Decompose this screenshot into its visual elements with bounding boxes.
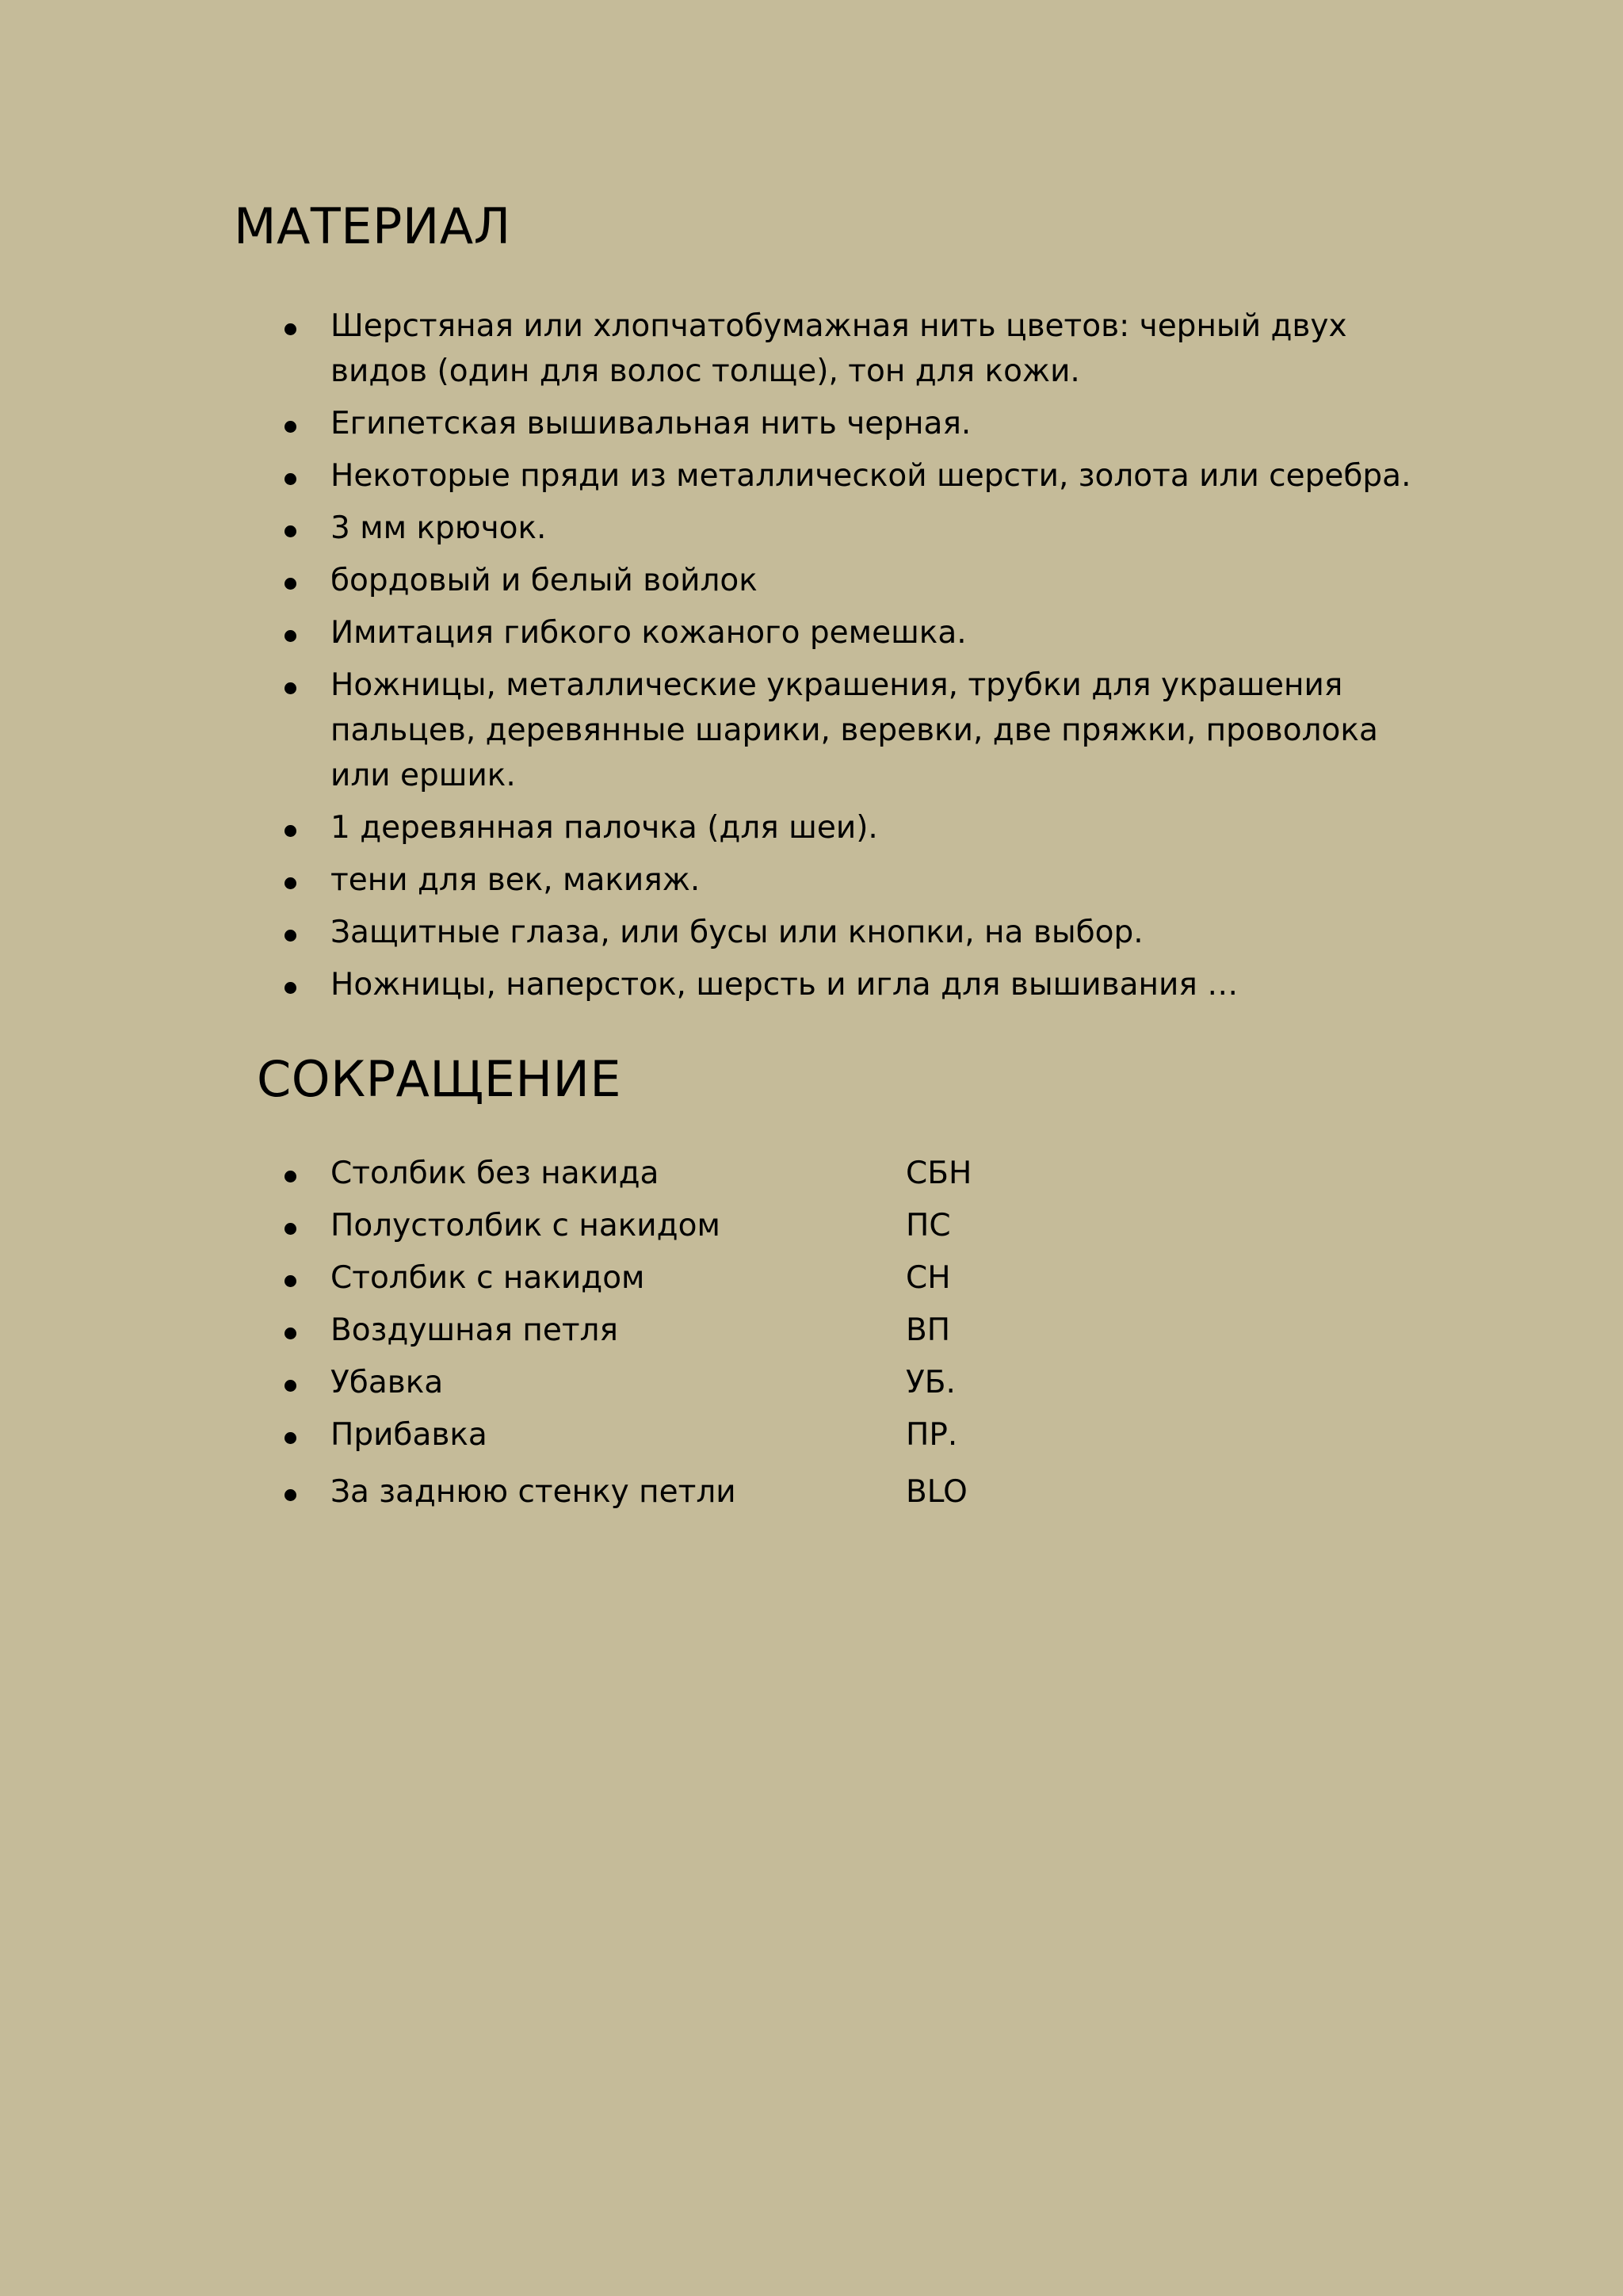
abbreviation-term: Воздушная петля — [330, 1312, 618, 1348]
list-item-text: Некоторые пряди из металлической шерсти, золота или серебра. — [330, 458, 1411, 494]
list-item-text: Ножницы, металлические украшения, трубки для украшения пальцев, деревянные шарики, веревки, две пряжки, проволока или ершик. — [330, 667, 1378, 793]
abbreviation-row — [276, 1151, 1148, 1203]
abbreviation-code: BLO — [906, 1474, 968, 1510]
abbreviation-term: За заднюю стенку петли — [330, 1474, 736, 1510]
list-item — [276, 663, 1433, 798]
bullet-icon — [285, 682, 296, 694]
bullet-icon — [285, 630, 296, 642]
list-item — [276, 304, 1433, 394]
abbreviation-code: СБН — [906, 1156, 972, 1191]
list-item — [276, 401, 1433, 446]
abbreviations-list — [276, 1151, 1148, 1522]
list-item-text: Защитные глаза, или бусы или кнопки, на выбор. — [330, 915, 1144, 950]
abbreviation-code: ПР. — [906, 1417, 958, 1453]
bullet-icon — [285, 1380, 296, 1392]
abbreviation-row — [276, 1308, 1148, 1360]
bullet-icon — [285, 1223, 296, 1235]
list-item-text: 1 деревянная палочка (для шеи). — [330, 810, 878, 846]
abbreviation-term: Столбик с накидом — [330, 1260, 645, 1296]
list-item-text: Шерстяная или хлопчатобумажная нить цветов: черный двух видов (один для волос толще), тон для кожи. — [330, 308, 1347, 389]
list-item-text: 3 мм крючок. — [330, 510, 547, 546]
bullet-icon — [285, 1328, 296, 1339]
list-item — [276, 558, 1433, 603]
list-item-text: Египетская вышивальная нить черная. — [330, 406, 972, 441]
bullet-icon — [285, 473, 296, 485]
bullet-icon — [285, 825, 296, 837]
materials-heading: МАТЕРИАЛ — [234, 197, 511, 255]
bullet-icon — [285, 1275, 296, 1287]
bullet-icon — [285, 1489, 296, 1501]
list-item-text: Ножницы, наперсток, шерсть и игла для вышивания … — [330, 967, 1239, 1003]
abbreviation-term: Полустолбик с накидом — [330, 1208, 720, 1244]
bullet-icon — [285, 525, 296, 537]
bullet-icon — [285, 877, 296, 889]
list-item — [276, 962, 1433, 1007]
abbreviation-term: Убавка — [330, 1365, 444, 1400]
materials-list — [276, 304, 1433, 1014]
abbreviation-row — [276, 1360, 1148, 1412]
abbreviation-row — [276, 1469, 1148, 1522]
abbreviation-code: ВП — [906, 1312, 951, 1348]
abbreviation-code: УБ. — [906, 1365, 956, 1400]
abbreviation-row — [276, 1255, 1148, 1308]
bullet-icon — [285, 421, 296, 433]
bullet-icon — [285, 323, 296, 335]
list-item-text: Имитация гибкого кожаного ремешка. — [330, 615, 967, 651]
bullet-icon — [285, 1432, 296, 1444]
bullet-icon — [285, 1171, 296, 1182]
bullet-icon — [285, 930, 296, 942]
abbreviation-term: Столбик без накида — [330, 1156, 659, 1191]
abbreviation-code: СН — [906, 1260, 951, 1296]
abbreviations-heading: СОКРАЩЕНИЕ — [257, 1050, 622, 1108]
bullet-icon — [285, 578, 296, 590]
list-item — [276, 805, 1433, 850]
list-item — [276, 610, 1433, 655]
list-item — [276, 910, 1433, 955]
list-item-text: бордовый и белый войлок — [330, 563, 758, 598]
list-item — [276, 506, 1433, 551]
abbreviation-row — [276, 1412, 1148, 1465]
abbreviation-code: ПС — [906, 1208, 951, 1244]
bullet-icon — [285, 982, 296, 994]
list-item — [276, 453, 1433, 499]
list-item — [276, 858, 1433, 903]
abbreviation-term: Прибавка — [330, 1417, 487, 1453]
list-item-text: тени для век, макияж. — [330, 862, 701, 898]
abbreviation-row — [276, 1203, 1148, 1255]
